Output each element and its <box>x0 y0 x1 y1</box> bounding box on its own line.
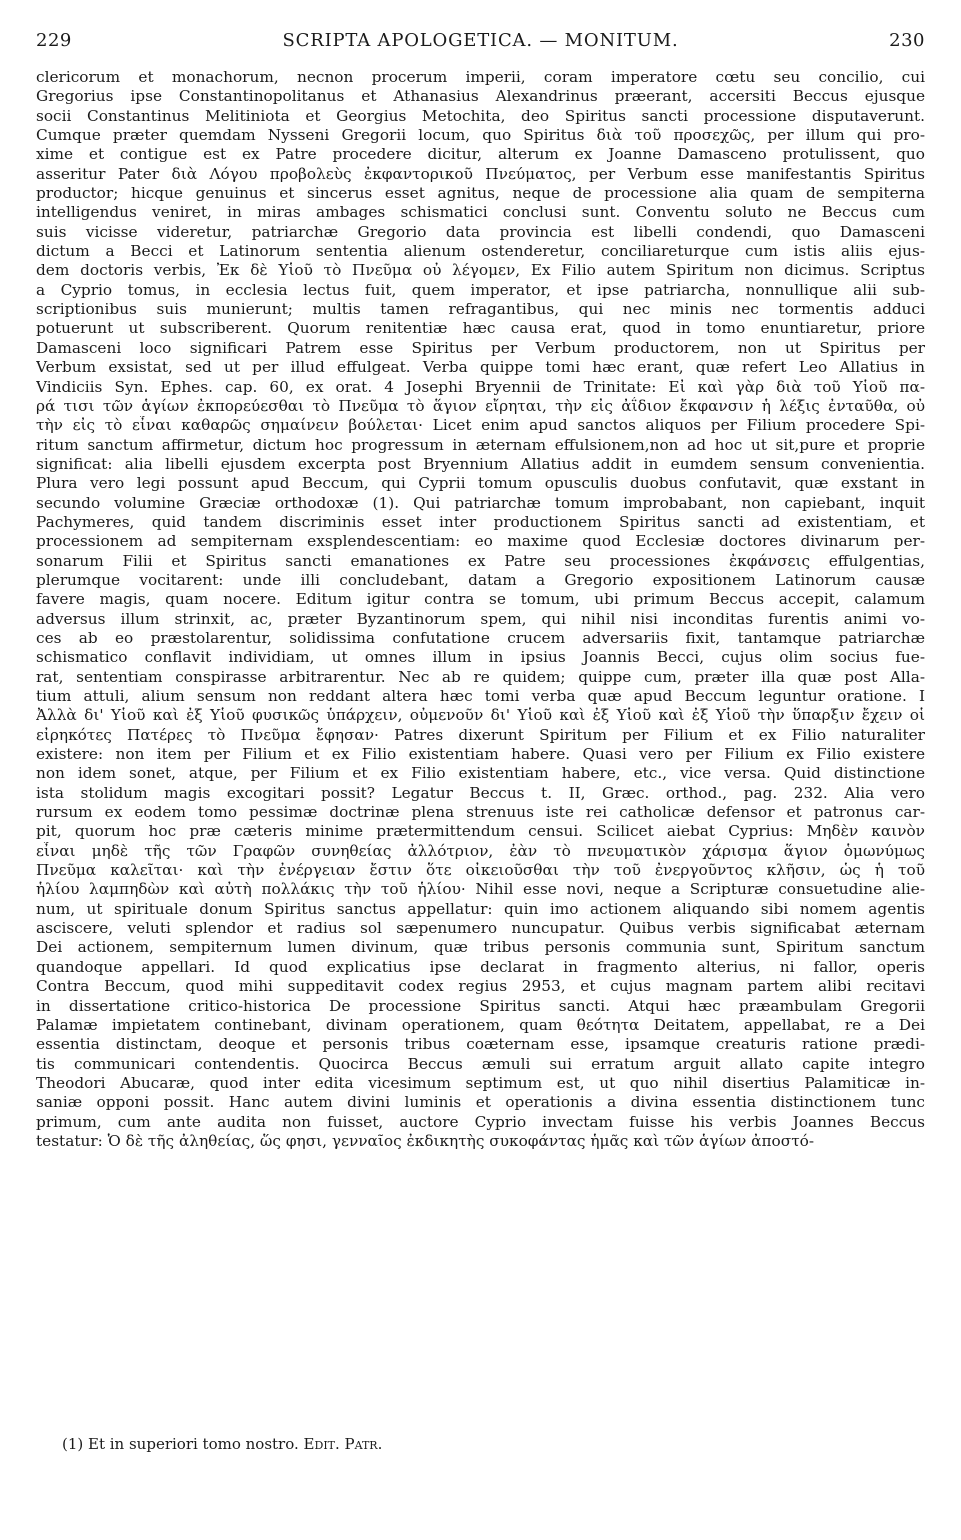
text-line: sonarum Filii et Spiritus sancti emanationes ex Patre seu processiones ἐκφάνσεις effulgentias, <box>36 551 925 570</box>
text-line: ritum sanctum affirmetur, dictum hoc progressum in æternam effulsionem,non ad hoc ut sit,pure et proprie <box>36 435 925 454</box>
text-line: scriptionibus suis munierunt; multis tamen refragantibus, qui nec minis nec tormentis adduci <box>36 300 925 319</box>
text-line: testatur: Ὁ δὲ τῆς ἀληθείας, ὥς φησι, γενναῖος ἐκδικητὴς συκοφάντας ἡμᾶς καὶ τῶν ἁγίων ἀποστό- <box>36 1131 815 1150</box>
text-line: pit, quorum hoc præ cæteris minime prætermittendum censui. Scilicet aiebat Cyprius: Μηδὲν καινὸν <box>36 822 925 841</box>
text-line: Cumque præter quemdam Nysseni Gregorii locum, quo Spiritus διὰ τοῦ προσεχῶς, per illum qui pro- <box>36 126 925 145</box>
text-line: Palamæ impietatem continebant, divinam operationem, quam θεότητα Deitatem, appellabat, re a Dei <box>36 1015 925 1034</box>
text-line: plerumque vocitarent: unde illi concludebant, datam a Gregorio expositionem Latinorum causæ <box>36 570 925 589</box>
text-line: Theodori Abucaræ, quod inter edita vicesimum septimum est, ut quo nihil disertius Palamiticæ in- <box>36 1073 925 1092</box>
text-line: Dei actionem, sempiternum lumen divinum, quæ tribus personis communia sunt, Spiritum sanctum <box>36 938 925 957</box>
text-line: intelligendus veniret, in miras ambages schismatici conclusi sunt. Conventu soluto ne Beccus cum <box>36 203 925 222</box>
document-page <box>36 30 925 1453</box>
text-line: Πνεῦμα καλεῖται· καὶ τὴν ἐνέργειαν ἔστιν ὅτε οἰκειοῦσθαι τὴν τοῦ ἐνεργοῦντος κλῆσιν, ὡς ἡ τοῦ <box>36 861 925 880</box>
text-line: Pachymeres, quid tandem discriminis esset inter productionem Spiritus sancti ad existentiam, et <box>36 512 925 531</box>
text-line: ρά τισι τῶν ἁγίων ἐκπορεύεσθαι τὸ Πνεῦμα τὸ ἅγιον εἴρηται, τὴν εἰς ἀΐδιον ἔκφανσιν ἡ λέξις ἐνταῦθα, οὐ <box>36 396 925 415</box>
footnote-signature: Edit. Patr. <box>303 1435 383 1453</box>
text-line: Gregorius ipse Constantinopolitanus et Athanasius Alexandrinus præerant, accersiti Beccus ejusque <box>36 87 925 106</box>
text-line: τὴν εἰς τὸ εἶναι καθαρῶς σημαίνειν βούλεται· Licet enim apud sanctos aliquos per Filium procedere Spi- <box>36 416 925 435</box>
text-line: suis vicisse videretur, patriarchæ Gregorio data provincia est libelli condendi, quo Damasceni <box>36 222 925 241</box>
text-line: secundo volumine Græciæ orthodoxæ (1). Qui patriarchæ tomum improbabant, non capiebant, inquit <box>36 493 925 512</box>
text-line: Contra Beccum, quod mihi suppeditavit codex regius 2953, et cujus magnam partem alibi recitavi <box>36 977 925 996</box>
text-line: saniæ opponi possit. Hanc autem divini luminis et operationis a divina essentia distinctionem tunc <box>36 1093 925 1112</box>
page-number-left: 229 <box>36 30 72 51</box>
text-line: existere: non item per Filium et ex Filio existentiam habere. Quasi vero per Filium ex Filio existere <box>36 745 925 764</box>
text-line: clericorum et monachorum, necnon procerum imperii, coram imperatore cœtu seu concilio, cui <box>36 68 925 86</box>
text-line: a Cyprio tomus, in ecclesia lectus fuit, quem imperator, et ipse patriarcha, nonnullique alii sub- <box>36 280 925 299</box>
text-line: processionem ad sempiternam exsplendescentiam: eo maxime quod Ecclesiæ doctores divinarum per- <box>36 532 925 551</box>
text-line: Ἀλλὰ δι' Υἱοῦ καὶ ἐξ Υἱοῦ φυσικῶς ὑπάρχειν, οὐμενοῦν δι' Υἱοῦ καὶ ἐξ Υἱοῦ καὶ ἐξ Υἱοῦ τὴν ὕπαρξιν ἔχειν οἱ <box>36 706 925 725</box>
text-line: dictum a Becci et Latinorum sententia alienum ostenderetur, conciliareturque cum istis aliis ejus- <box>36 242 925 261</box>
text-line: non idem sonet, atque, per Filium et ex Filio existentiam habere, etc., vice versa. Quid distinctione <box>36 764 925 783</box>
text-line: asciscere, veluti splendor et radius sol sæpenumero nuncupatur. Quibus verbis significabat æternam <box>36 919 925 938</box>
text-line: ista stolidum magis excogitari possit? Legatur Beccus t. II, Græc. orthod., pag. 232. Alia vero <box>36 783 925 802</box>
text-line: schismatico conflavit individiam, ut omnes illum in ipsius Joannis Becci, cujus olim socius fue- <box>36 648 925 667</box>
text-line: asseritur Pater διὰ Λόγου προβολεὺς ἐκφαντορικοῦ Πνεύματος, per Verbum esse manifestantis Spiritus <box>36 164 925 183</box>
text-line: num, ut spirituale donum Spiritus sanctus appellatur: quin imo actionem aliquando sibi nomem agentis <box>36 899 925 918</box>
footnote-text: (1) Et in superiori tomo nostro. <box>62 1435 299 1453</box>
text-line: rursum ex eodem tomo pessimæ doctrinæ plena strenuus iste rei catholicæ defensor et patronus car- <box>36 803 925 822</box>
text-line: Verbum exsistat, sed ut per illud effulgeat. Verba quippe tomi hæc erant, quæ refert Leo Allatius in <box>36 358 925 377</box>
text-line: Vindiciis Syn. Ephes. cap. 60, ex orat. 4 Josephi Bryennii de Trinitate: Εἰ καὶ γὰρ διὰ τοῦ Υἱοῦ πα- <box>36 377 925 396</box>
text-line: εἶναι μηδὲ τῆς τῶν Γραφῶν συνηθείας ἀλλότριον, ἐὰν τὸ πνευματικὸν χάρισμα ἅγιον ὁμωνύμως <box>36 841 925 860</box>
text-line: primum, cum ante audita non fuisset, auctore Cyprio invectam fuisse his verbis Joannes Beccus <box>36 1112 925 1131</box>
text-line: significat: alia libelli ejusdem excerpta post Bryennium Allatius addit in eumdem sensum convenientia. <box>36 454 925 473</box>
text-line: ἡλίου λαμπηδὼν καὶ αὐτὴ πολλάκις τὴν τοῦ ἡλίου· Nihil esse novi, neque a Scripturæ consuetudine alie- <box>36 880 925 899</box>
running-head <box>36 30 925 60</box>
footnote <box>62 1434 382 1454</box>
text-line: xime et contigue est ex Patre procedere dicitur, alterum ex Joanne Damasceno protulissent, quo <box>36 145 925 164</box>
text-line: favere magis, quam nocere. Editum igitur contra se tomum, ubi primum Beccus accepit, calamum <box>36 590 925 609</box>
text-line: adversus illum strinxit, ac, præter Byzantinorum spem, qui nihil nisi inconditas furentis animi vo- <box>36 609 925 628</box>
text-line: Plura vero legi possunt apud Beccum, qui Cyprii tomum opusculis duobus confutavit, quæ exstant in <box>36 474 925 493</box>
text-line: Damasceni loco significari Patrem esse Spiritus per Verbum productorem, non ut Spiritus per <box>36 338 925 357</box>
text-line: tium attuli, alium sensum non reddant altera hæc tomi verba quæ apud Beccum leguntur oratione. I <box>36 687 925 705</box>
text-line: dem doctoris verbis, Ἐκ δὲ Υἱοῦ τὸ Πνεῦμα οὐ λέγομεν, Ex Filio autem Spiritum non dicimus. Scriptus <box>36 261 925 280</box>
text-line: in dissertatione critico-historica De processione Spiritus sancti. Atqui hæc præambulam Gregorii <box>36 996 925 1015</box>
text-line: tis communicari contendentis. Quocirca Beccus æmuli sui erratum arguit allato capite integro <box>36 1054 925 1073</box>
text-line: socii Constantinus Melitiniota et Georgius Metochita, deo Spiritus sancti processione disputaverunt. <box>36 106 925 125</box>
text-line: essentia distinctam, deoque et personis tribus coæternam esse, ipsamque creaturis ratione prædi- <box>36 1035 925 1054</box>
text-line: εἰρηκότες Πατέρες τὸ Πνεῦμα ἔφησαν· Patres dixerunt Spiritum per Filium et ex Filio naturaliter <box>36 725 925 744</box>
text-line: productor; hicque genuinus et sincerus esset agnitus, neque de processione alia quam de sempiterna <box>36 184 925 203</box>
text-line: rat, sententiam conspirasse arbitrarentur. Nec ab re quidem; quippe cum, præter illa quæ post Alla- <box>36 667 925 686</box>
page-number-right: 230 <box>889 30 925 51</box>
text-line: potuerunt ut subscriberent. Quorum renitentiæ hæc causa erat, quod in tomo enuntiaretur, priore <box>36 319 925 338</box>
text-line: quandoque appellari. Id quod explicatius ipse declarat in fragmento alterius, ni fallor, operis <box>36 957 925 976</box>
body-text <box>36 68 925 1151</box>
running-title: SCRIPTA APOLOGETICA. — MONITUM. <box>282 30 679 51</box>
text-line: ces ab eo præstolarentur, solidissima confutatione crucem adversariis fixit, tantamque patriarchæ <box>36 628 925 647</box>
